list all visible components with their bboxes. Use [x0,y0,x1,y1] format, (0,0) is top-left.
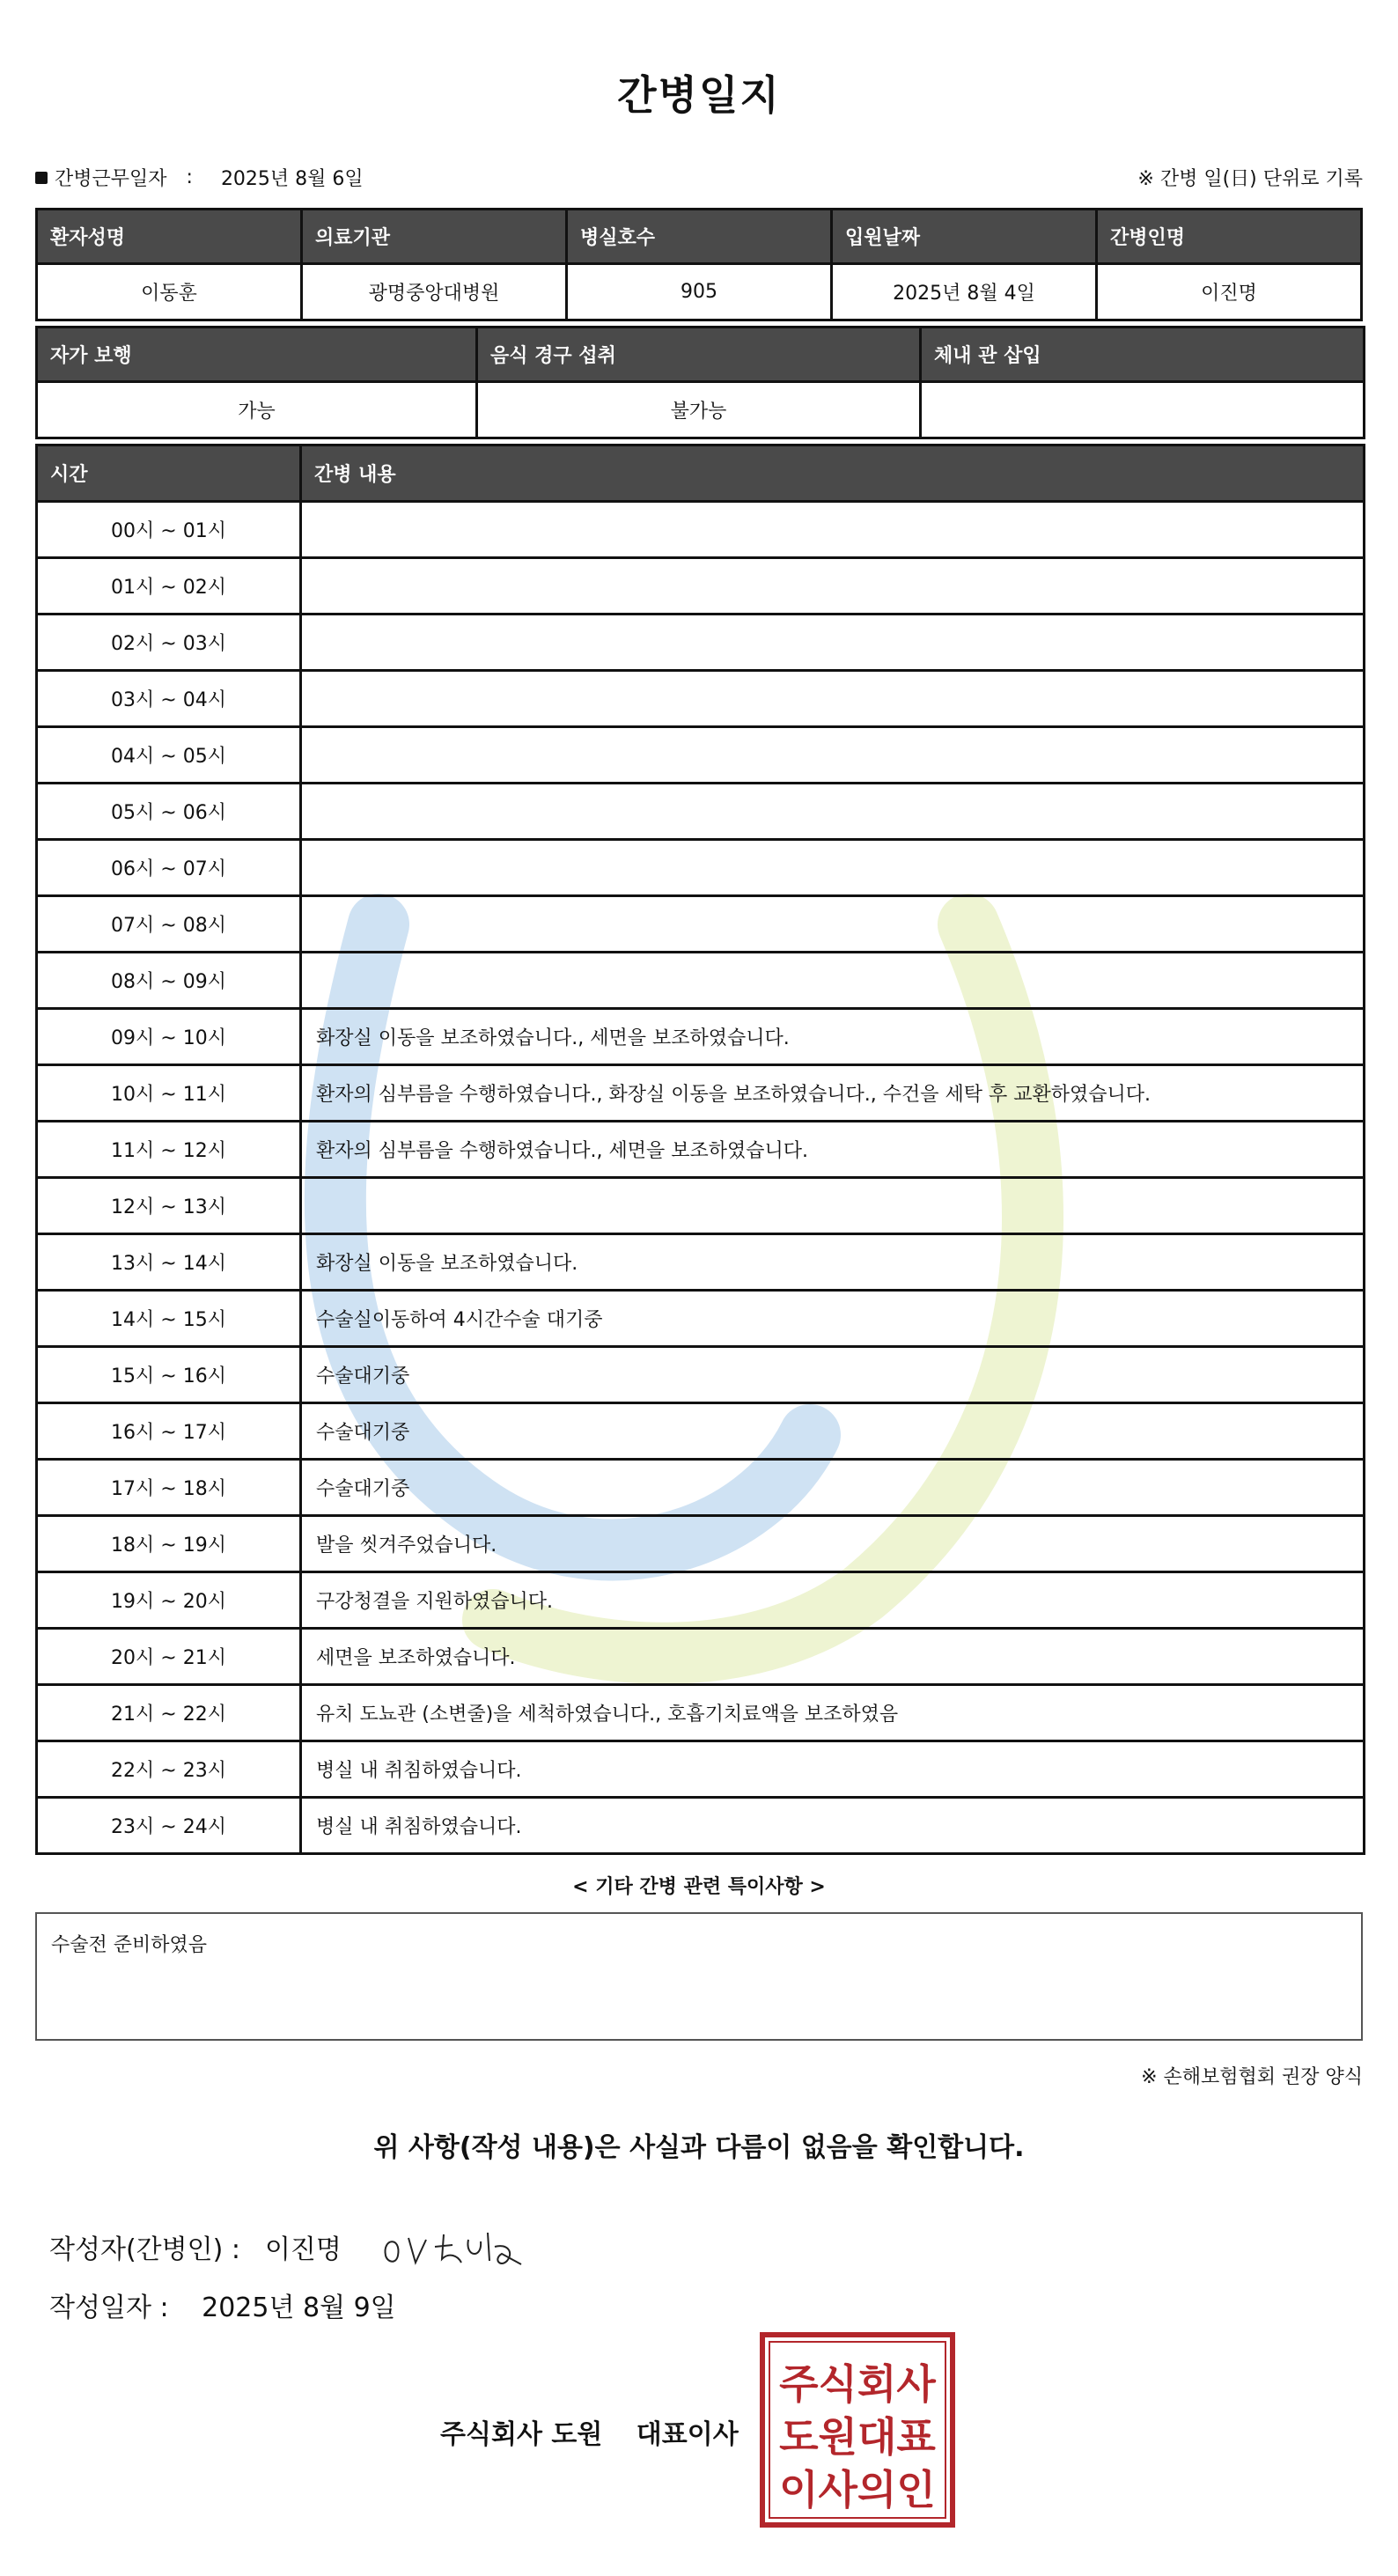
time-cell: 15시 ~ 16시 [37,1347,301,1403]
seal-text-line-3: 이사의인 [779,2466,936,2513]
care-content-cell: 화장실 이동을 보조하였습니다. [301,1234,1365,1291]
care-log-table [35,444,1365,1855]
header-care-content: 간병 내용 [301,445,1365,502]
table-row [37,1516,1365,1572]
table-row [37,1009,1365,1065]
care-content-cell: 수술대기중 [301,1347,1365,1403]
header-patient-name: 환자성명 [37,210,302,264]
table-row [37,502,1365,558]
time-cell: 02시 ~ 03시 [37,615,301,671]
header-self-walking: 자가 보행 [37,328,477,382]
table-row [37,1178,1365,1234]
time-cell: 17시 ~ 18시 [37,1460,301,1516]
care-content-cell [301,615,1365,671]
table-row [37,896,1365,953]
status-info-value-row [37,382,1365,438]
status-info-table [35,326,1365,439]
work-date-label: 간병근무일자 [55,168,167,190]
header-room: 병실호수 [567,210,832,264]
seal-text-line-2: 도원대표 [779,2413,936,2461]
value-hospital: 광명중앙대병원 [302,264,567,320]
work-date-separator: : [186,166,193,188]
time-cell: 07시 ~ 08시 [37,896,301,953]
signature-icon [377,2220,526,2273]
care-content-cell: 구강청결을 지원하였습니다. [301,1572,1365,1629]
value-oral-intake: 불가능 [477,382,921,438]
care-content-cell [301,953,1365,1009]
care-content-cell [301,671,1365,727]
table-row [37,615,1365,671]
company-seal-icon [759,2331,956,2528]
table-row [37,1741,1365,1798]
table-row [37,558,1365,615]
care-content-cell [301,1178,1365,1234]
care-content-cell [301,558,1365,615]
company-title: 대표이사 [636,2419,739,2450]
table-row [37,840,1365,896]
care-content-cell [301,840,1365,896]
table-row [37,1122,1365,1178]
table-row [37,1798,1365,1854]
square-bullet-icon [35,172,48,184]
writer-label: 작성자(간병인) : [49,2234,240,2265]
care-content-cell [301,784,1365,840]
header-oral-intake: 음식 경구 섭취 [477,328,921,382]
care-content-cell: 세면을 보조하였습니다. [301,1629,1365,1685]
company-name: 주식회사 도원 [440,2419,603,2450]
value-self-walking: 가능 [37,382,477,438]
written-date-line [49,2285,396,2324]
care-content-cell: 화장실 이동을 보조하였습니다., 세면을 보조하였습니다. [301,1009,1365,1065]
value-tube-insertion [921,382,1365,438]
patient-info-table [35,208,1363,321]
care-content-cell: 병실 내 취침하였습니다. [301,1798,1365,1854]
special-notes-title: < 기타 간병 관련 특이사항 > [572,1876,826,1898]
table-row [37,1460,1365,1516]
header-admission-date: 입원날짜 [832,210,1097,264]
table-row [37,1629,1365,1685]
daily-record-note: ※ 간병 일(日) 단위로 기록 [1137,168,1363,190]
time-cell: 03시 ~ 04시 [37,671,301,727]
care-log-header-row [37,445,1365,502]
time-cell: 00시 ~ 01시 [37,502,301,558]
page-title: 간병일지 [617,71,781,119]
care-content-cell: 수술대기중 [301,1403,1365,1460]
care-content-cell [301,896,1365,953]
table-row [37,1347,1365,1403]
special-notes-content: 수술전 준비하였음 [51,1934,208,1956]
care-content-cell [301,502,1365,558]
time-cell: 18시 ~ 19시 [37,1516,301,1572]
patient-info-header-row [37,210,1362,264]
company-line [440,2412,739,2451]
written-date-label: 작성일자 : [49,2293,169,2323]
care-content-cell [301,727,1365,784]
time-cell: 04시 ~ 05시 [37,727,301,784]
written-date-value: 2025년 8월 9일 [202,2293,396,2323]
time-cell: 21시 ~ 22시 [37,1685,301,1741]
table-row [37,727,1365,784]
table-row [37,1403,1365,1460]
work-date [35,164,364,191]
seal-text-line-1: 주식회사 [779,2360,936,2408]
value-admission-date: 2025년 8월 4일 [832,264,1097,320]
meta-row [35,164,1363,195]
table-row [37,1065,1365,1122]
patient-info-value-row [37,264,1362,320]
time-cell: 09시 ~ 10시 [37,1009,301,1065]
time-cell: 20시 ~ 21시 [37,1629,301,1685]
time-cell: 12시 ~ 13시 [37,1178,301,1234]
table-row [37,1572,1365,1629]
care-content-cell: 유치 도뇨관 (소변줄)을 세척하였습니다., 호흡기치료액을 보조하였음 [301,1685,1365,1741]
care-log-body [37,502,1365,1854]
header-tube-insertion: 체내 관 삽입 [921,328,1365,382]
table-row [37,1234,1365,1291]
time-cell: 13시 ~ 14시 [37,1234,301,1291]
status-info-header-row [37,328,1365,382]
value-caregiver-name: 이진명 [1097,264,1362,320]
confirmation-statement: 위 사항(작성 내용)은 사실과 다름이 없음을 확인합니다. [373,2132,1025,2163]
table-row [37,1291,1365,1347]
table-row [37,671,1365,727]
value-patient-name: 이동훈 [37,264,302,320]
header-time: 시간 [37,445,301,502]
writer-line [49,2220,526,2273]
care-content-cell: 수술실이동하여 4시간수술 대기중 [301,1291,1365,1347]
time-cell: 19시 ~ 20시 [37,1572,301,1629]
care-content-cell: 환자의 심부름을 수행하였습니다., 화장실 이동을 보조하였습니다., 수건을 세탁 후 교환하였습니다. [301,1065,1365,1122]
time-cell: 22시 ~ 23시 [37,1741,301,1798]
time-cell: 01시 ~ 02시 [37,558,301,615]
table-row [37,1685,1365,1741]
work-date-value: 2025년 8월 6일 [220,168,364,190]
value-room: 905 [567,264,832,320]
time-cell: 23시 ~ 24시 [37,1798,301,1854]
header-hospital: 의료기관 [302,210,567,264]
form-source-note: ※ 손해보험협회 권장 양식 [1141,2066,1363,2088]
time-cell: 10시 ~ 11시 [37,1065,301,1122]
time-cell: 16시 ~ 17시 [37,1403,301,1460]
table-row [37,953,1365,1009]
time-cell: 08시 ~ 09시 [37,953,301,1009]
care-content-cell: 병실 내 취침하였습니다. [301,1741,1365,1798]
time-cell: 06시 ~ 07시 [37,840,301,896]
time-cell: 05시 ~ 06시 [37,784,301,840]
care-content-cell: 수술대기중 [301,1460,1365,1516]
time-cell: 11시 ~ 12시 [37,1122,301,1178]
table-row [37,784,1365,840]
care-content-cell: 발을 씻겨주었습니다. [301,1516,1365,1572]
care-content-cell: 환자의 심부름을 수행하였습니다., 세면을 보조하였습니다. [301,1122,1365,1178]
time-cell: 14시 ~ 15시 [37,1291,301,1347]
special-notes-box [35,1912,1363,2041]
header-caregiver-name: 간병인명 [1097,210,1362,264]
writer-name: 이진명 [264,2234,342,2265]
